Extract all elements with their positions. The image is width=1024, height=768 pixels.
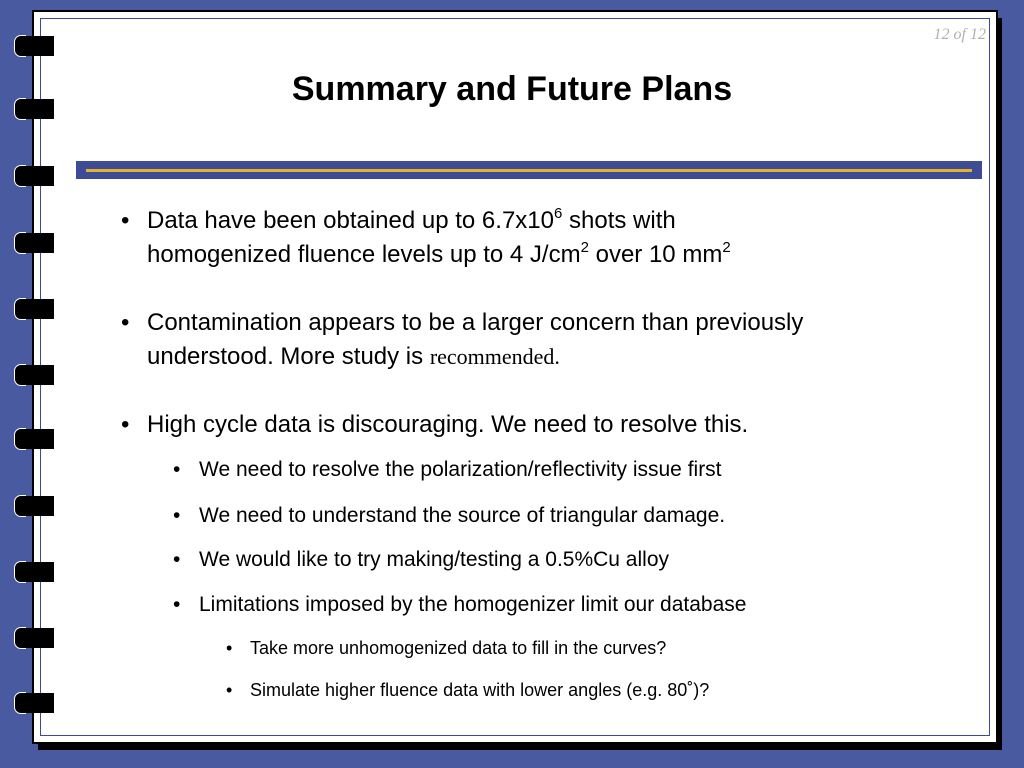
binder-ring-icon [14, 428, 54, 450]
bullet-data-obtained: • Data have been obtained up to $6.7x10^6$ shots with homogenized fluence levels up to 4 $J/cm^2$ over 10 $mm^2$ [147, 204, 947, 272]
slide-inner-border [40, 18, 990, 736]
bullet-high-cycle: • High cycle data is discouraging. We need to resolve this. [147, 408, 947, 442]
binder-ring-icon [14, 364, 54, 386]
sub-bullet-polarization: • We need to resolve the polarization/reflectivity issue first [199, 456, 959, 484]
sub-bullet-cu-alloy: • We would like to try making/testing a 0.5%Cu alloy [199, 546, 959, 574]
binder-ring-icon [14, 495, 54, 517]
title-divider [76, 161, 982, 179]
sub-bullet-triangular-damage: • We need to understand the source of triangular damage. [199, 502, 959, 530]
subsub-bullet-simulate: • Simulate higher fluence data with lower angles (e.g. 80˚)? [250, 677, 950, 703]
binder-ring-icon [14, 692, 54, 714]
slide [32, 10, 998, 744]
page-number: 12 of 12 [933, 26, 986, 43]
title-divider-gold-line [86, 169, 972, 172]
binder-ring-icon [14, 165, 54, 187]
page-title: Summary and Future Plans [291, 70, 733, 108]
bullet-contamination: • Contamination appears to be a larger concern than previously understood. More study is recommended. [147, 306, 947, 374]
binder-ring-icon [14, 232, 54, 254]
binder-ring-icon [14, 35, 54, 57]
sub-bullet-homogenizer: • Limitations imposed by the homogenizer limit our database [199, 591, 959, 619]
binder-ring-icon [14, 627, 54, 649]
subsub-bullet-unhomogenized: • Take more unhomogenized data to fill in the curves? [250, 635, 950, 661]
binder-ring-icon [14, 298, 54, 320]
binder-ring-icon [14, 561, 54, 583]
